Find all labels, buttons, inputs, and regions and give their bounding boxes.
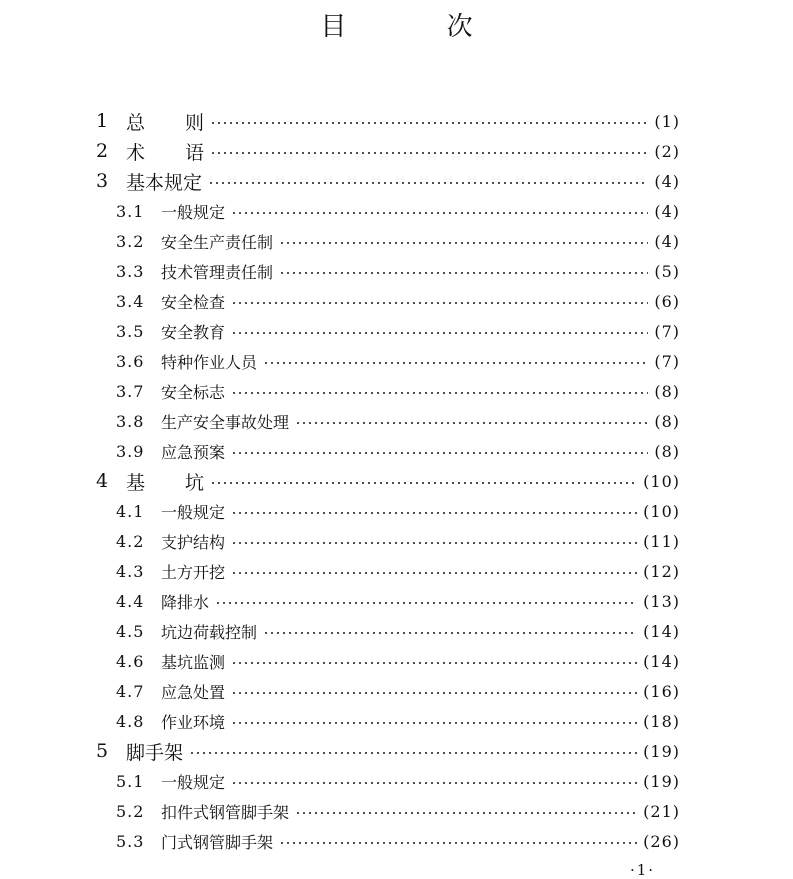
- toc-page: (26): [643, 831, 680, 851]
- toc-page: (7): [654, 351, 680, 371]
- toc-number: 4.8: [116, 711, 145, 731]
- leader-dots: [295, 422, 648, 424]
- toc-number: 4.5: [116, 621, 145, 641]
- leader-dots: [231, 392, 648, 394]
- toc-entry-3-3[interactable]: [96, 256, 680, 286]
- toc-number: 3.9: [116, 441, 145, 461]
- toc-entry-4-3[interactable]: [96, 556, 680, 586]
- toc-label: 术 语: [126, 141, 204, 164]
- toc-label: 一般规定: [161, 772, 226, 792]
- page-number-footer: ·1·: [630, 861, 656, 879]
- toc-label: 降排水: [161, 592, 210, 612]
- toc-page: (2): [654, 141, 680, 161]
- page-title: 目 次: [320, 12, 519, 42]
- leader-dots: [215, 602, 637, 604]
- toc-label: 一般规定: [161, 502, 226, 522]
- toc-number: 5.2: [116, 801, 145, 821]
- toc-label: 扣件式钢管脚手架: [161, 802, 290, 822]
- toc-number: 5.3: [116, 831, 145, 851]
- toc-entry-4-8[interactable]: [96, 706, 680, 736]
- leader-dots: [231, 212, 648, 214]
- toc-label: 基本规定: [126, 171, 203, 194]
- toc-page: (6): [654, 291, 680, 311]
- toc-label: 总 则: [126, 111, 204, 134]
- toc-number: 3.1: [116, 201, 145, 221]
- toc-label: 安全教育: [161, 322, 226, 342]
- toc-label: 脚手架: [126, 741, 184, 764]
- toc-entry-5-2[interactable]: [96, 796, 680, 826]
- leader-dots: [279, 842, 637, 844]
- toc-page: (14): [643, 621, 680, 641]
- toc-label: 基 坑: [126, 471, 204, 494]
- toc-page: (4): [654, 231, 680, 251]
- toc-page: (19): [643, 741, 680, 761]
- toc-number: 5.1: [116, 771, 145, 791]
- toc-page: (19): [643, 771, 680, 791]
- toc-label: 应急预案: [161, 442, 226, 462]
- leader-dots: [231, 332, 648, 334]
- toc-entry-3-9[interactable]: [96, 436, 680, 466]
- toc-label: 土方开挖: [161, 562, 226, 582]
- toc-number: 3.4: [116, 291, 145, 311]
- toc-number: 4.1: [116, 501, 145, 521]
- toc-page: (12): [643, 561, 680, 581]
- toc-page: (5): [654, 261, 680, 281]
- toc-entry-3-4[interactable]: [96, 286, 680, 316]
- toc-entry-1[interactable]: [96, 106, 680, 136]
- toc-page: (8): [654, 441, 680, 461]
- toc-entry-4-7[interactable]: [96, 676, 680, 706]
- toc-entry-4-2[interactable]: [96, 526, 680, 556]
- toc-page: (7): [654, 321, 680, 341]
- toc-page: (10): [643, 471, 680, 491]
- toc-page: (4): [654, 171, 680, 191]
- toc-entry-3-8[interactable]: [96, 406, 680, 436]
- toc-entry-3-2[interactable]: [96, 226, 680, 256]
- toc-number: 3.3: [116, 261, 145, 281]
- toc-page: (8): [654, 411, 680, 431]
- toc-number: 3.6: [116, 351, 145, 371]
- leader-dots: [279, 272, 648, 274]
- toc-number: 5: [96, 740, 109, 762]
- toc-label: 生产安全事故处理: [161, 412, 290, 432]
- leader-dots: [231, 452, 648, 454]
- toc-number: 3.8: [116, 411, 145, 431]
- toc-page: (13): [643, 591, 680, 611]
- leader-dots: [231, 782, 637, 784]
- toc-label: 基坑监测: [161, 652, 226, 672]
- toc-entry-3-6[interactable]: [96, 346, 680, 376]
- leader-dots: [231, 512, 637, 514]
- toc-entry-5-3[interactable]: [96, 826, 680, 856]
- leader-dots: [231, 542, 637, 544]
- toc-number: 2: [96, 140, 109, 162]
- toc-page: (8): [654, 381, 680, 401]
- leader-dots: [263, 632, 637, 634]
- toc-entry-4-4[interactable]: [96, 586, 680, 616]
- toc-entry-4-6[interactable]: [96, 646, 680, 676]
- toc-number: 3: [96, 170, 109, 192]
- toc-page: (4): [654, 201, 680, 221]
- toc-entry-3-5[interactable]: [96, 316, 680, 346]
- toc-page: (16): [643, 681, 680, 701]
- leader-dots: [295, 812, 637, 814]
- toc-label: 应急处置: [161, 682, 226, 702]
- toc-number: 4: [96, 470, 109, 492]
- leader-dots: [210, 482, 637, 484]
- leader-dots: [231, 722, 637, 724]
- toc-label: 安全生产责任制: [161, 232, 274, 252]
- toc-entry-4-5[interactable]: [96, 616, 680, 646]
- leader-dots: [208, 182, 648, 184]
- toc-number: 3.7: [116, 381, 145, 401]
- toc-entry-5[interactable]: [96, 736, 680, 766]
- toc-entry-4-1[interactable]: [96, 496, 680, 526]
- leader-dots: [263, 362, 648, 364]
- toc-number: 4.2: [116, 531, 145, 551]
- toc-number: 4.6: [116, 651, 145, 671]
- toc-entry-3-7[interactable]: [96, 376, 680, 406]
- toc-number: 4.7: [116, 681, 145, 701]
- toc-label: 安全标志: [161, 382, 226, 402]
- leader-dots: [210, 122, 648, 124]
- toc-label: 技术管理责任制: [161, 262, 274, 282]
- toc-label: 安全检查: [161, 292, 226, 312]
- toc-page: (18): [643, 711, 680, 731]
- toc-page: (14): [643, 651, 680, 671]
- toc-entry-5-1[interactable]: [96, 766, 680, 796]
- toc-number: 1: [96, 110, 109, 132]
- leader-dots: [231, 302, 648, 304]
- toc-entry-3-1[interactable]: [96, 196, 680, 226]
- leader-dots: [189, 752, 637, 754]
- toc-label: 特种作业人员: [161, 352, 258, 372]
- toc-label: 作业环境: [161, 712, 226, 732]
- toc-page: (21): [643, 801, 680, 821]
- toc-label: 一般规定: [161, 202, 226, 222]
- toc-entry-2[interactable]: [96, 136, 680, 166]
- toc-number: 4.4: [116, 591, 145, 611]
- table-of-contents: [96, 106, 680, 856]
- toc-page: (11): [643, 531, 680, 551]
- toc-page: (1): [654, 111, 680, 131]
- toc-number: 4.3: [116, 561, 145, 581]
- toc-label: 坑边荷载控制: [161, 622, 258, 642]
- toc-number: 3.2: [116, 231, 145, 251]
- leader-dots: [231, 662, 637, 664]
- leader-dots: [279, 242, 648, 244]
- toc-label: 支护结构: [161, 532, 226, 552]
- leader-dots: [231, 572, 637, 574]
- toc-number: 3.5: [116, 321, 145, 341]
- toc-entry-4[interactable]: [96, 466, 680, 496]
- leader-dots: [231, 692, 637, 694]
- toc-page: (10): [643, 501, 680, 521]
- toc-entry-3[interactable]: [96, 166, 680, 196]
- leader-dots: [210, 152, 648, 154]
- toc-label: 门式钢管脚手架: [161, 832, 274, 852]
